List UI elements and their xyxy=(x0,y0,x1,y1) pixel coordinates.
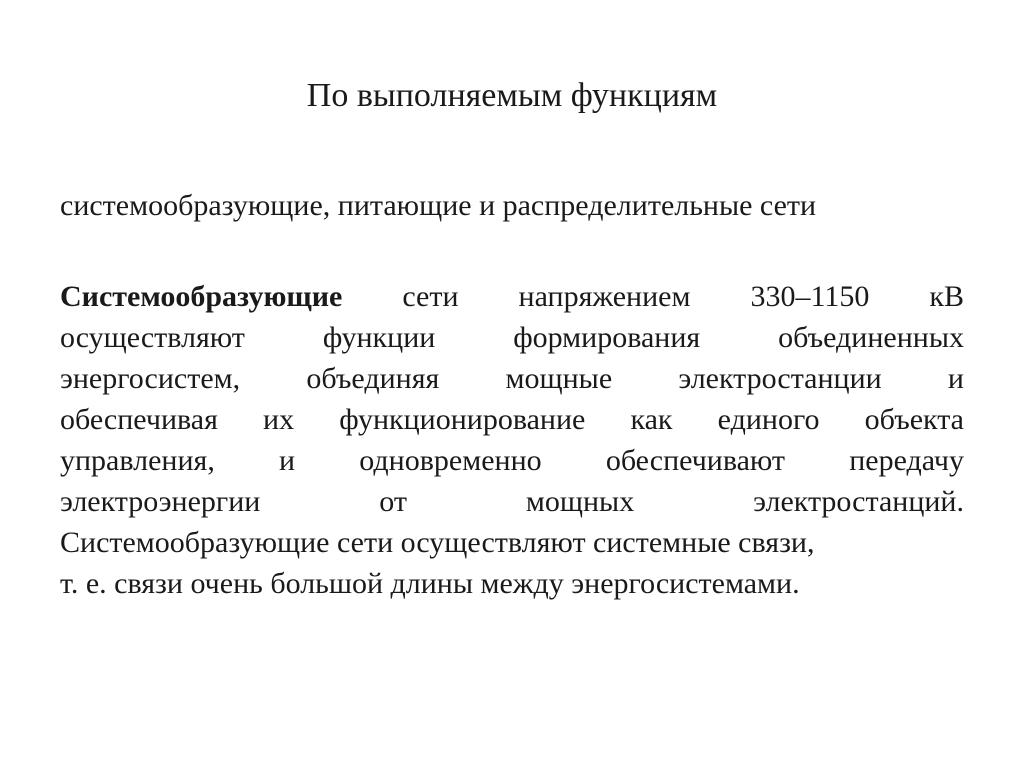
body-line-6: электроэнергии от мощных электростанций. xyxy=(60,485,964,518)
slide-title: По выполняемым функциям xyxy=(306,77,718,114)
body-line-7: Системообразующие сети осуществляют системные связи, xyxy=(60,526,815,559)
body-line-2: осуществляют функции формирования объединенных xyxy=(60,321,964,354)
body-line-5: управления, и одновременно обеспечивают передачу xyxy=(60,444,964,477)
body-line-3: энергосистем, объединяя мощные электростанции и xyxy=(60,362,964,395)
body-paragraph xyxy=(60,276,964,604)
body-line-8: т. е. связи очень большой длины между энергосистемами. xyxy=(60,567,800,600)
body-line-1-rest: сети напряжением 330–1150 кВ xyxy=(342,280,964,313)
bold-term: Системообразующие xyxy=(60,280,343,313)
slide-subtitle: системообразующие, питающие и распределительные сети xyxy=(60,189,817,222)
body-line-1 xyxy=(60,276,964,317)
body-line-4: обеспечивая их функционирование как единого объекта xyxy=(60,403,964,436)
